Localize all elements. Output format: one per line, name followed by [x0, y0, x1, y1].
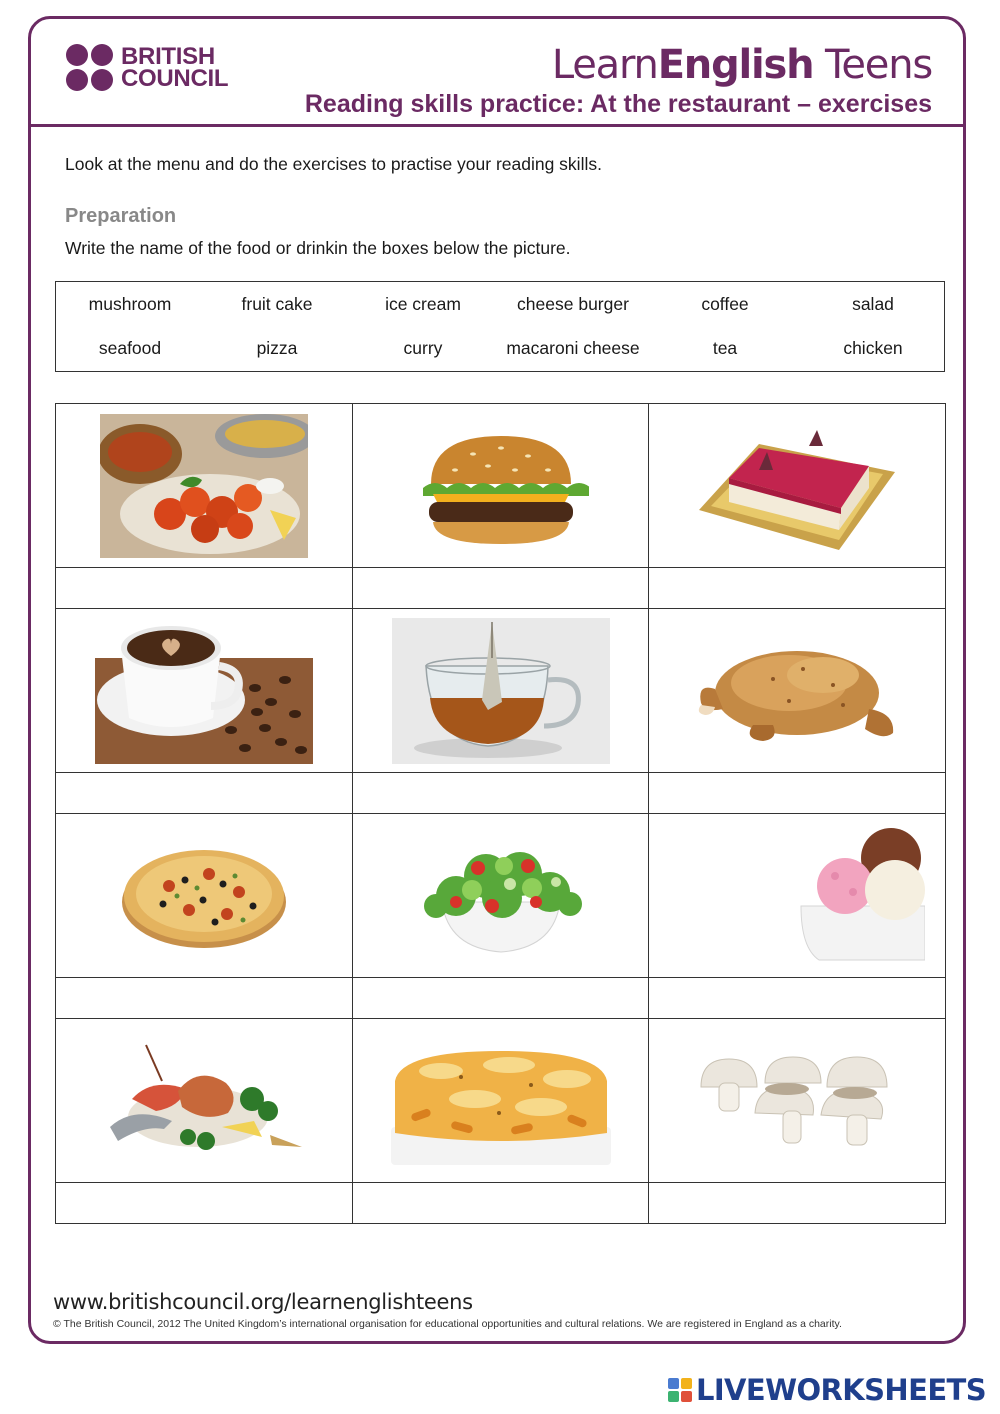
picture-cell [56, 609, 353, 773]
answer-box[interactable] [649, 568, 946, 609]
brand-english: English [657, 42, 814, 88]
learnenglish-teens-logo [552, 42, 932, 88]
tea-image [392, 618, 610, 764]
brand-learn: Learn [551, 42, 658, 88]
word-bank-item: curry [403, 337, 443, 358]
mushroom-image [693, 1053, 901, 1149]
section-instruction: Write the name of the food or drinkin the boxes below the picture. [65, 238, 571, 258]
picture-cell [353, 609, 649, 773]
answer-box[interactable] [353, 1183, 649, 1224]
answer-box[interactable] [56, 568, 353, 609]
word-bank-item: fruit cake [241, 293, 313, 314]
answer-box[interactable] [353, 978, 649, 1019]
british-council-dots-icon [66, 44, 113, 91]
pizza-image [119, 840, 289, 952]
seafood-image [102, 1041, 306, 1161]
answer-box[interactable] [56, 773, 353, 814]
picture-cell [649, 609, 946, 773]
word-bank-item: seafood [98, 337, 162, 358]
liveworksheets-icon [668, 1378, 692, 1402]
picture-cell [353, 404, 649, 568]
picture-cell [353, 1019, 649, 1183]
picture-cell [649, 1019, 946, 1183]
word-bank-item: chicken [843, 337, 903, 358]
header-divider [28, 124, 966, 127]
answer-box[interactable] [56, 978, 353, 1019]
fruit-cake-image [689, 422, 905, 550]
curry-image [100, 414, 308, 558]
picture-cell [649, 814, 946, 978]
word-bank-item: macaroni cheese [506, 337, 640, 358]
british-council-logo [66, 44, 228, 91]
coffee-image [95, 618, 313, 764]
answer-box[interactable] [649, 978, 946, 1019]
picture-cell [353, 814, 649, 978]
answer-box[interactable] [56, 1183, 353, 1224]
liveworksheets-watermark [668, 1373, 986, 1407]
picture-cell [56, 814, 353, 978]
picture-answer-grid [55, 403, 946, 1224]
word-bank-item: cheese burger [517, 293, 629, 314]
word-bank-item: salad [852, 293, 894, 314]
roast-chicken-image [693, 639, 901, 743]
picture-cell [56, 404, 353, 568]
word-bank-item: tea [712, 337, 738, 358]
word-bank-item: ice cream [385, 293, 461, 314]
cheese-burger-image [413, 426, 589, 546]
answer-box[interactable] [353, 773, 649, 814]
liveworksheets-wordmark: LIVEWORKSHEETS [695, 1373, 986, 1407]
footer-copyright: © The British Council, 2012 The United Kingdom’s international organisation for educational opportunities and cultural relations. We are registered in England as a charity. [53, 1318, 842, 1330]
logo-line-2: COUNCIL [121, 64, 229, 92]
page-title: Reading skills practice: At the restaurant – exercises [304, 90, 932, 118]
picture-cell [56, 1019, 353, 1183]
answer-box[interactable] [649, 1183, 946, 1224]
macaroni-cheese-image [391, 1037, 611, 1165]
picture-cell [649, 404, 946, 568]
footer-website-link[interactable]: www.britishcouncil.org/learnenglishteens [53, 1290, 473, 1314]
answer-box[interactable] [353, 568, 649, 609]
intro-text: Look at the menu and do the exercises to practise your reading skills. [65, 154, 602, 174]
ice-cream-image [669, 828, 925, 964]
word-bank-item: mushroom [88, 293, 172, 314]
logo-line-1: BRITISH [121, 42, 215, 70]
word-bank-item: pizza [256, 337, 298, 358]
word-bank [55, 281, 945, 372]
salad-image [416, 836, 586, 956]
answer-box[interactable] [649, 773, 946, 814]
brand-teens: Teens [813, 42, 932, 88]
section-heading: Preparation [65, 205, 177, 227]
word-bank-item: coffee [701, 293, 749, 314]
